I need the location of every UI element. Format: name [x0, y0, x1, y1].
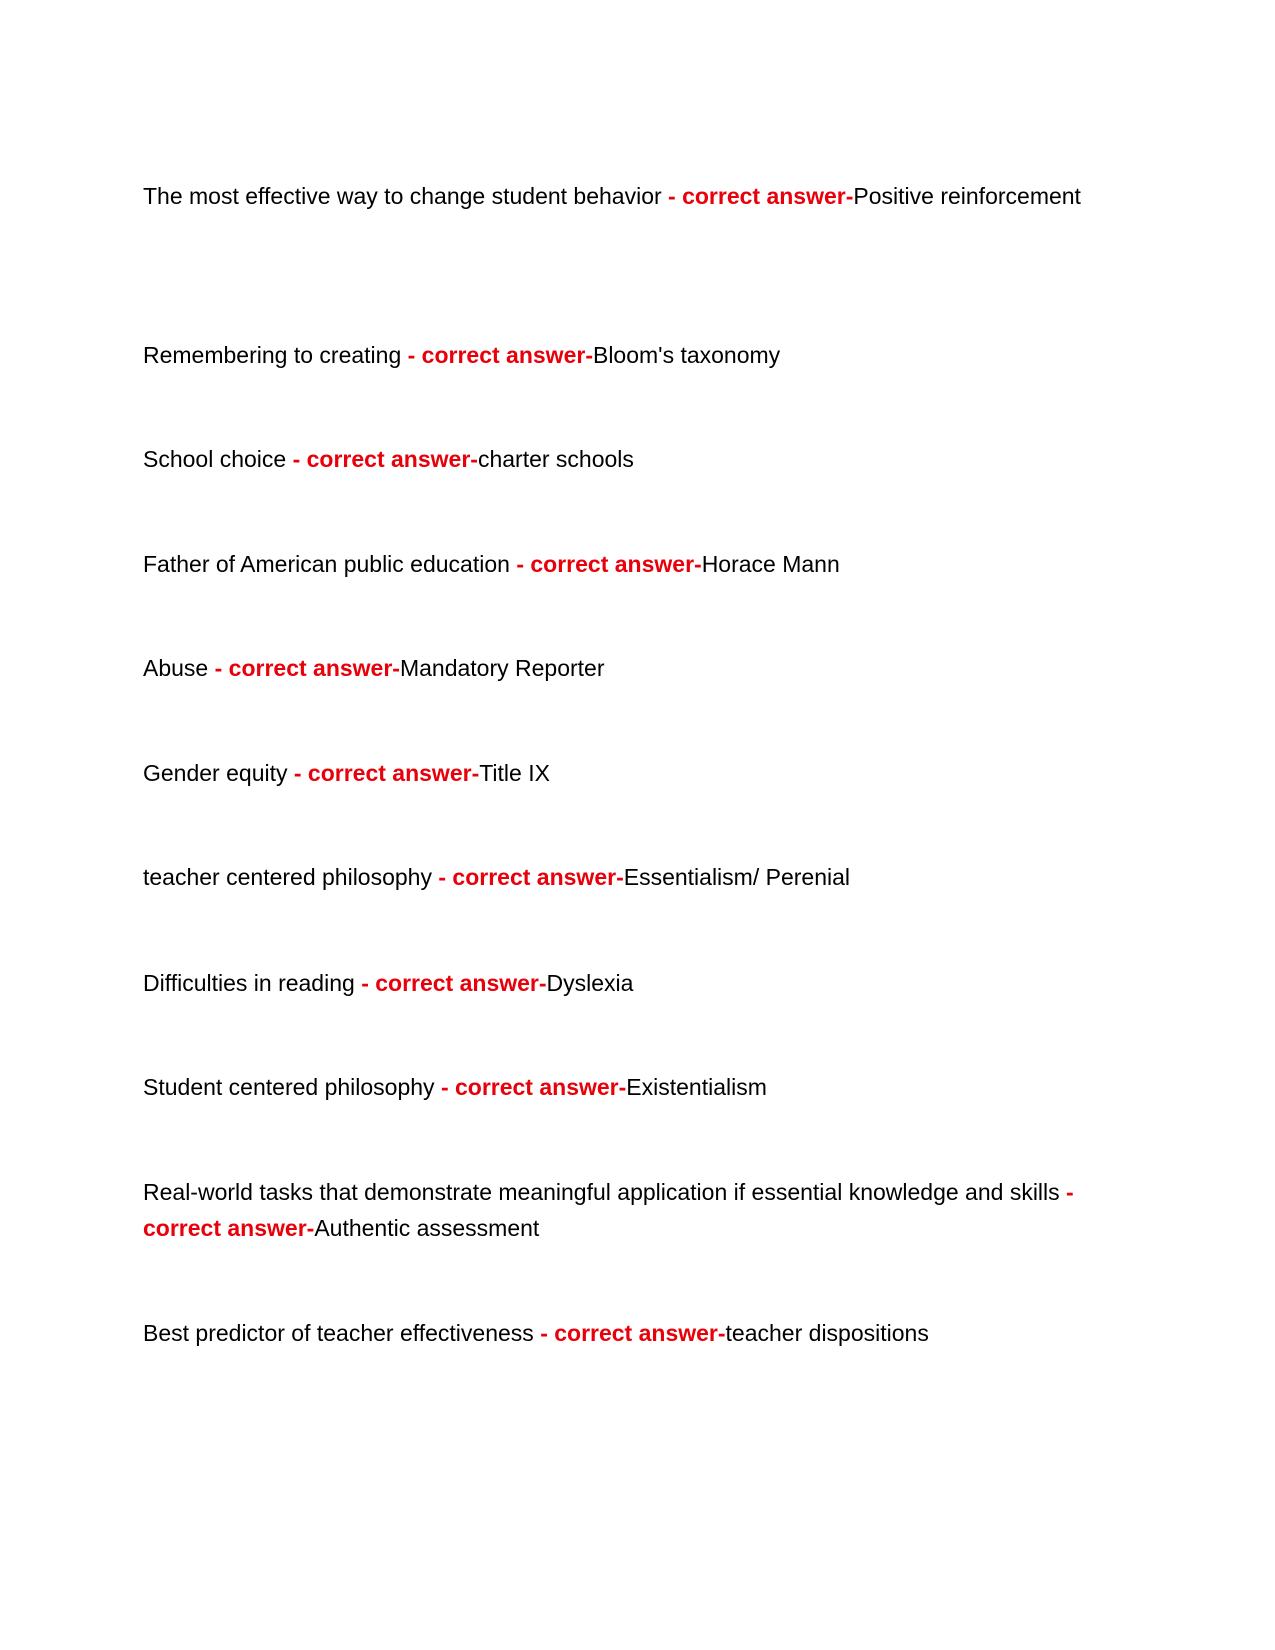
- question: teacher centered philosophy: [143, 864, 439, 890]
- qa-entry: [143, 965, 1083, 1001]
- question: Difficulties in reading: [143, 970, 362, 996]
- answer-separator: - correct answer-: [438, 864, 624, 890]
- answer: Existentialism: [626, 1074, 767, 1100]
- question: School choice: [143, 446, 293, 472]
- answer: Bloom's taxonomy: [592, 342, 781, 368]
- question: Father of American public education: [143, 551, 517, 577]
- qa-entry: [143, 337, 1083, 373]
- qa-entry: [143, 178, 1083, 214]
- qa-entry: [143, 546, 1083, 582]
- question: Abuse: [143, 655, 215, 681]
- answer-separator: - correct answer-: [516, 551, 702, 577]
- answer-separator: - correct answer-: [143, 1179, 1074, 1241]
- answer: Essentialism/ Perenial: [623, 864, 850, 890]
- answer: teacher dispositions: [725, 1320, 929, 1346]
- answer: Positive reinforcement: [853, 183, 1081, 209]
- answer-separator: - correct answer-: [293, 760, 480, 786]
- question: Real-world tasks that demonstrate meaningful application if essential knowledge and skills: [143, 1179, 1067, 1205]
- answer: Authentic assessment: [314, 1215, 540, 1241]
- question: Student centered philosophy: [143, 1074, 441, 1100]
- qa-entry: [143, 1174, 1083, 1246]
- answer: Mandatory Reporter: [399, 655, 605, 681]
- answer-separator: - correct answer-: [668, 183, 854, 209]
- answer-separator: - correct answer-: [292, 446, 478, 472]
- answer-separator: - correct answer-: [214, 655, 400, 681]
- qa-entry: [143, 755, 1083, 791]
- qa-entry: [143, 1069, 1083, 1105]
- answer: Horace Mann: [701, 551, 840, 577]
- answer: charter schools: [477, 446, 634, 472]
- answer-separator: - correct answer-: [361, 970, 547, 996]
- question: The most effective way to change student behavior: [143, 183, 669, 209]
- answer-separator: - correct answer-: [540, 1320, 726, 1346]
- answer-separator: - correct answer-: [440, 1074, 627, 1100]
- qa-entry: [143, 441, 1083, 477]
- answer: Dyslexia: [546, 970, 634, 996]
- qa-entry: [143, 650, 1083, 686]
- qa-entry: [143, 1315, 1083, 1351]
- qa-entry: [143, 859, 1083, 895]
- answer-separator: - correct answer-: [407, 342, 593, 368]
- question: Gender equity: [143, 760, 294, 786]
- answer: Title IX: [479, 760, 550, 786]
- question: Best predictor of teacher effectiveness: [143, 1320, 541, 1346]
- question: Remembering to creating: [143, 342, 408, 368]
